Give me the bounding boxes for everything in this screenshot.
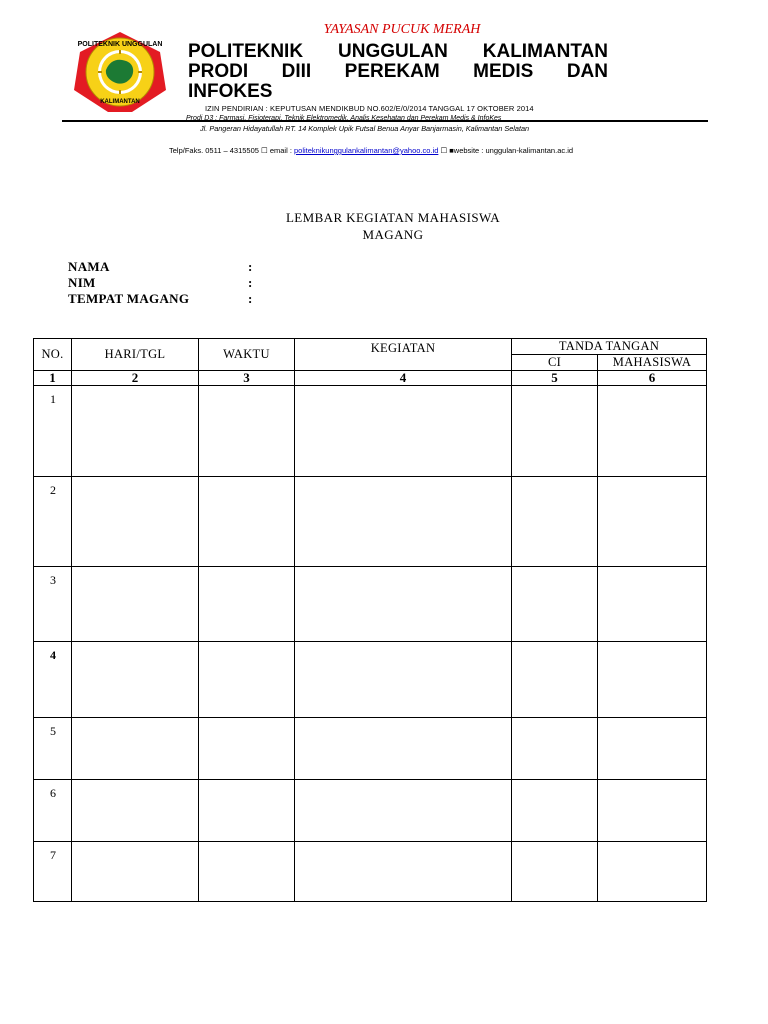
table-row	[34, 780, 707, 842]
contact-prefix: Telp/Faks. 0511 – 4315505 ☐ email :	[169, 146, 294, 155]
time-cell[interactable]	[199, 718, 295, 780]
ci-signature-cell[interactable]	[512, 780, 598, 842]
column-number: 4	[295, 371, 512, 386]
column-number: 6	[598, 371, 707, 386]
foundation-name: YAYASAN PUCUK MERAH	[323, 22, 481, 37]
student-signature-cell[interactable]	[598, 780, 707, 842]
ci-signature-cell[interactable]	[512, 477, 598, 567]
table-row	[34, 477, 707, 567]
document-title	[0, 209, 768, 243]
table-row	[34, 386, 707, 477]
table-row	[34, 842, 707, 902]
contact-suffix: ☐ ■website : unggulan-kalimantan.ac.id	[438, 146, 574, 155]
time-cell[interactable]	[199, 567, 295, 642]
student-signature-cell[interactable]	[598, 477, 707, 567]
time-cell[interactable]	[199, 642, 295, 718]
header-student: MAHASISWA	[598, 355, 707, 371]
table-row	[34, 718, 707, 780]
date-cell[interactable]	[72, 842, 199, 902]
founding-permit: IZIN PENDIRIAN : KEPUTUSAN MENDIKBUD NO.602/E/0/2014 TANGGAL 17 OKTOBER 2014	[205, 104, 534, 113]
header-activity: KEGIATAN	[295, 339, 512, 371]
column-number: 5	[512, 371, 598, 386]
date-cell[interactable]	[72, 642, 199, 718]
row-number: 7	[34, 842, 72, 902]
field-label-nama: NAMA	[68, 259, 110, 274]
header-no: NO.	[34, 339, 72, 371]
activity-cell[interactable]	[295, 567, 512, 642]
student-signature-cell[interactable]	[598, 386, 707, 477]
activity-cell[interactable]	[295, 718, 512, 780]
document-title-line-1: LEMBAR KEGIATAN MAHASISWA	[285, 210, 501, 225]
date-cell[interactable]	[72, 386, 199, 477]
student-signature-cell[interactable]	[598, 642, 707, 718]
ci-signature-cell[interactable]	[512, 718, 598, 780]
field-colon-tempat-magang: :	[248, 291, 253, 306]
header-signature: TANDA TANGAN	[512, 339, 707, 355]
institution-name	[188, 42, 608, 102]
study-programs: Prodi D3 : Farmasi, Fisioterapi, Teknik Elektromedik, Analis Kesehatan dan Perekam Medis & InfoKes	[186, 115, 502, 122]
date-cell[interactable]	[72, 477, 199, 567]
header-divider	[62, 120, 708, 122]
table-row	[34, 567, 707, 642]
activity-cell[interactable]	[295, 780, 512, 842]
field-label-nim: NIM	[68, 275, 96, 290]
activity-log-table	[33, 338, 707, 902]
ci-signature-cell[interactable]	[512, 386, 598, 477]
institution-line-2: PRODI DIII PEREKAM MEDIS DAN	[188, 61, 608, 82]
field-label-tempat-magang: TEMPAT MAGANG	[68, 291, 190, 306]
ci-signature-cell[interactable]	[512, 842, 598, 902]
time-cell[interactable]	[199, 477, 295, 567]
institution-line-1: POLITEKNIK UNGGULAN KALIMANTAN	[188, 41, 608, 62]
activity-cell[interactable]	[295, 386, 512, 477]
row-number: 1	[34, 386, 72, 477]
time-cell[interactable]	[199, 780, 295, 842]
date-cell[interactable]	[72, 780, 199, 842]
institution-line-3: INFOKES	[188, 81, 273, 102]
time-cell[interactable]	[199, 386, 295, 477]
activity-cell[interactable]	[295, 842, 512, 902]
student-signature-cell[interactable]	[598, 842, 707, 902]
email-link[interactable]: politeknikunggulankalimantan@yahoo.co.id	[294, 146, 439, 155]
column-number: 1	[34, 371, 72, 386]
date-cell[interactable]	[72, 567, 199, 642]
logo-ring-text: POLITEKNIK UNGGULAN	[77, 41, 163, 48]
ci-signature-cell[interactable]	[512, 642, 598, 718]
header-time: WAKTU	[199, 339, 295, 371]
time-cell[interactable]	[199, 842, 295, 902]
row-number: 4	[34, 642, 72, 718]
table-row	[34, 642, 707, 718]
student-signature-cell[interactable]	[598, 718, 707, 780]
ci-signature-cell[interactable]	[512, 567, 598, 642]
field-colon-nim: :	[248, 275, 253, 290]
date-cell[interactable]	[72, 718, 199, 780]
activity-cell[interactable]	[295, 477, 512, 567]
row-number: 6	[34, 780, 72, 842]
contact-info	[169, 144, 589, 157]
student-signature-cell[interactable]	[598, 567, 707, 642]
row-number: 3	[34, 567, 72, 642]
header-ci: CI	[512, 355, 598, 371]
column-number: 2	[72, 371, 199, 386]
field-colon-nama: :	[248, 259, 253, 274]
activity-cell[interactable]	[295, 642, 512, 718]
document-title-line-2: MAGANG	[362, 227, 424, 242]
column-number: 3	[199, 371, 295, 386]
address: Jl. Pangeran Hidayatullah RT. 14 Komplek Upik Futsal Benua Anyar Banjarmasin, Kalimantan Selatan	[200, 124, 530, 133]
institution-logo-icon	[72, 30, 168, 114]
header-date: HARI/TGL	[72, 339, 199, 371]
logo-bottom-text: KALIMANTAN	[100, 99, 140, 105]
row-number: 2	[34, 477, 72, 567]
row-number: 5	[34, 718, 72, 780]
